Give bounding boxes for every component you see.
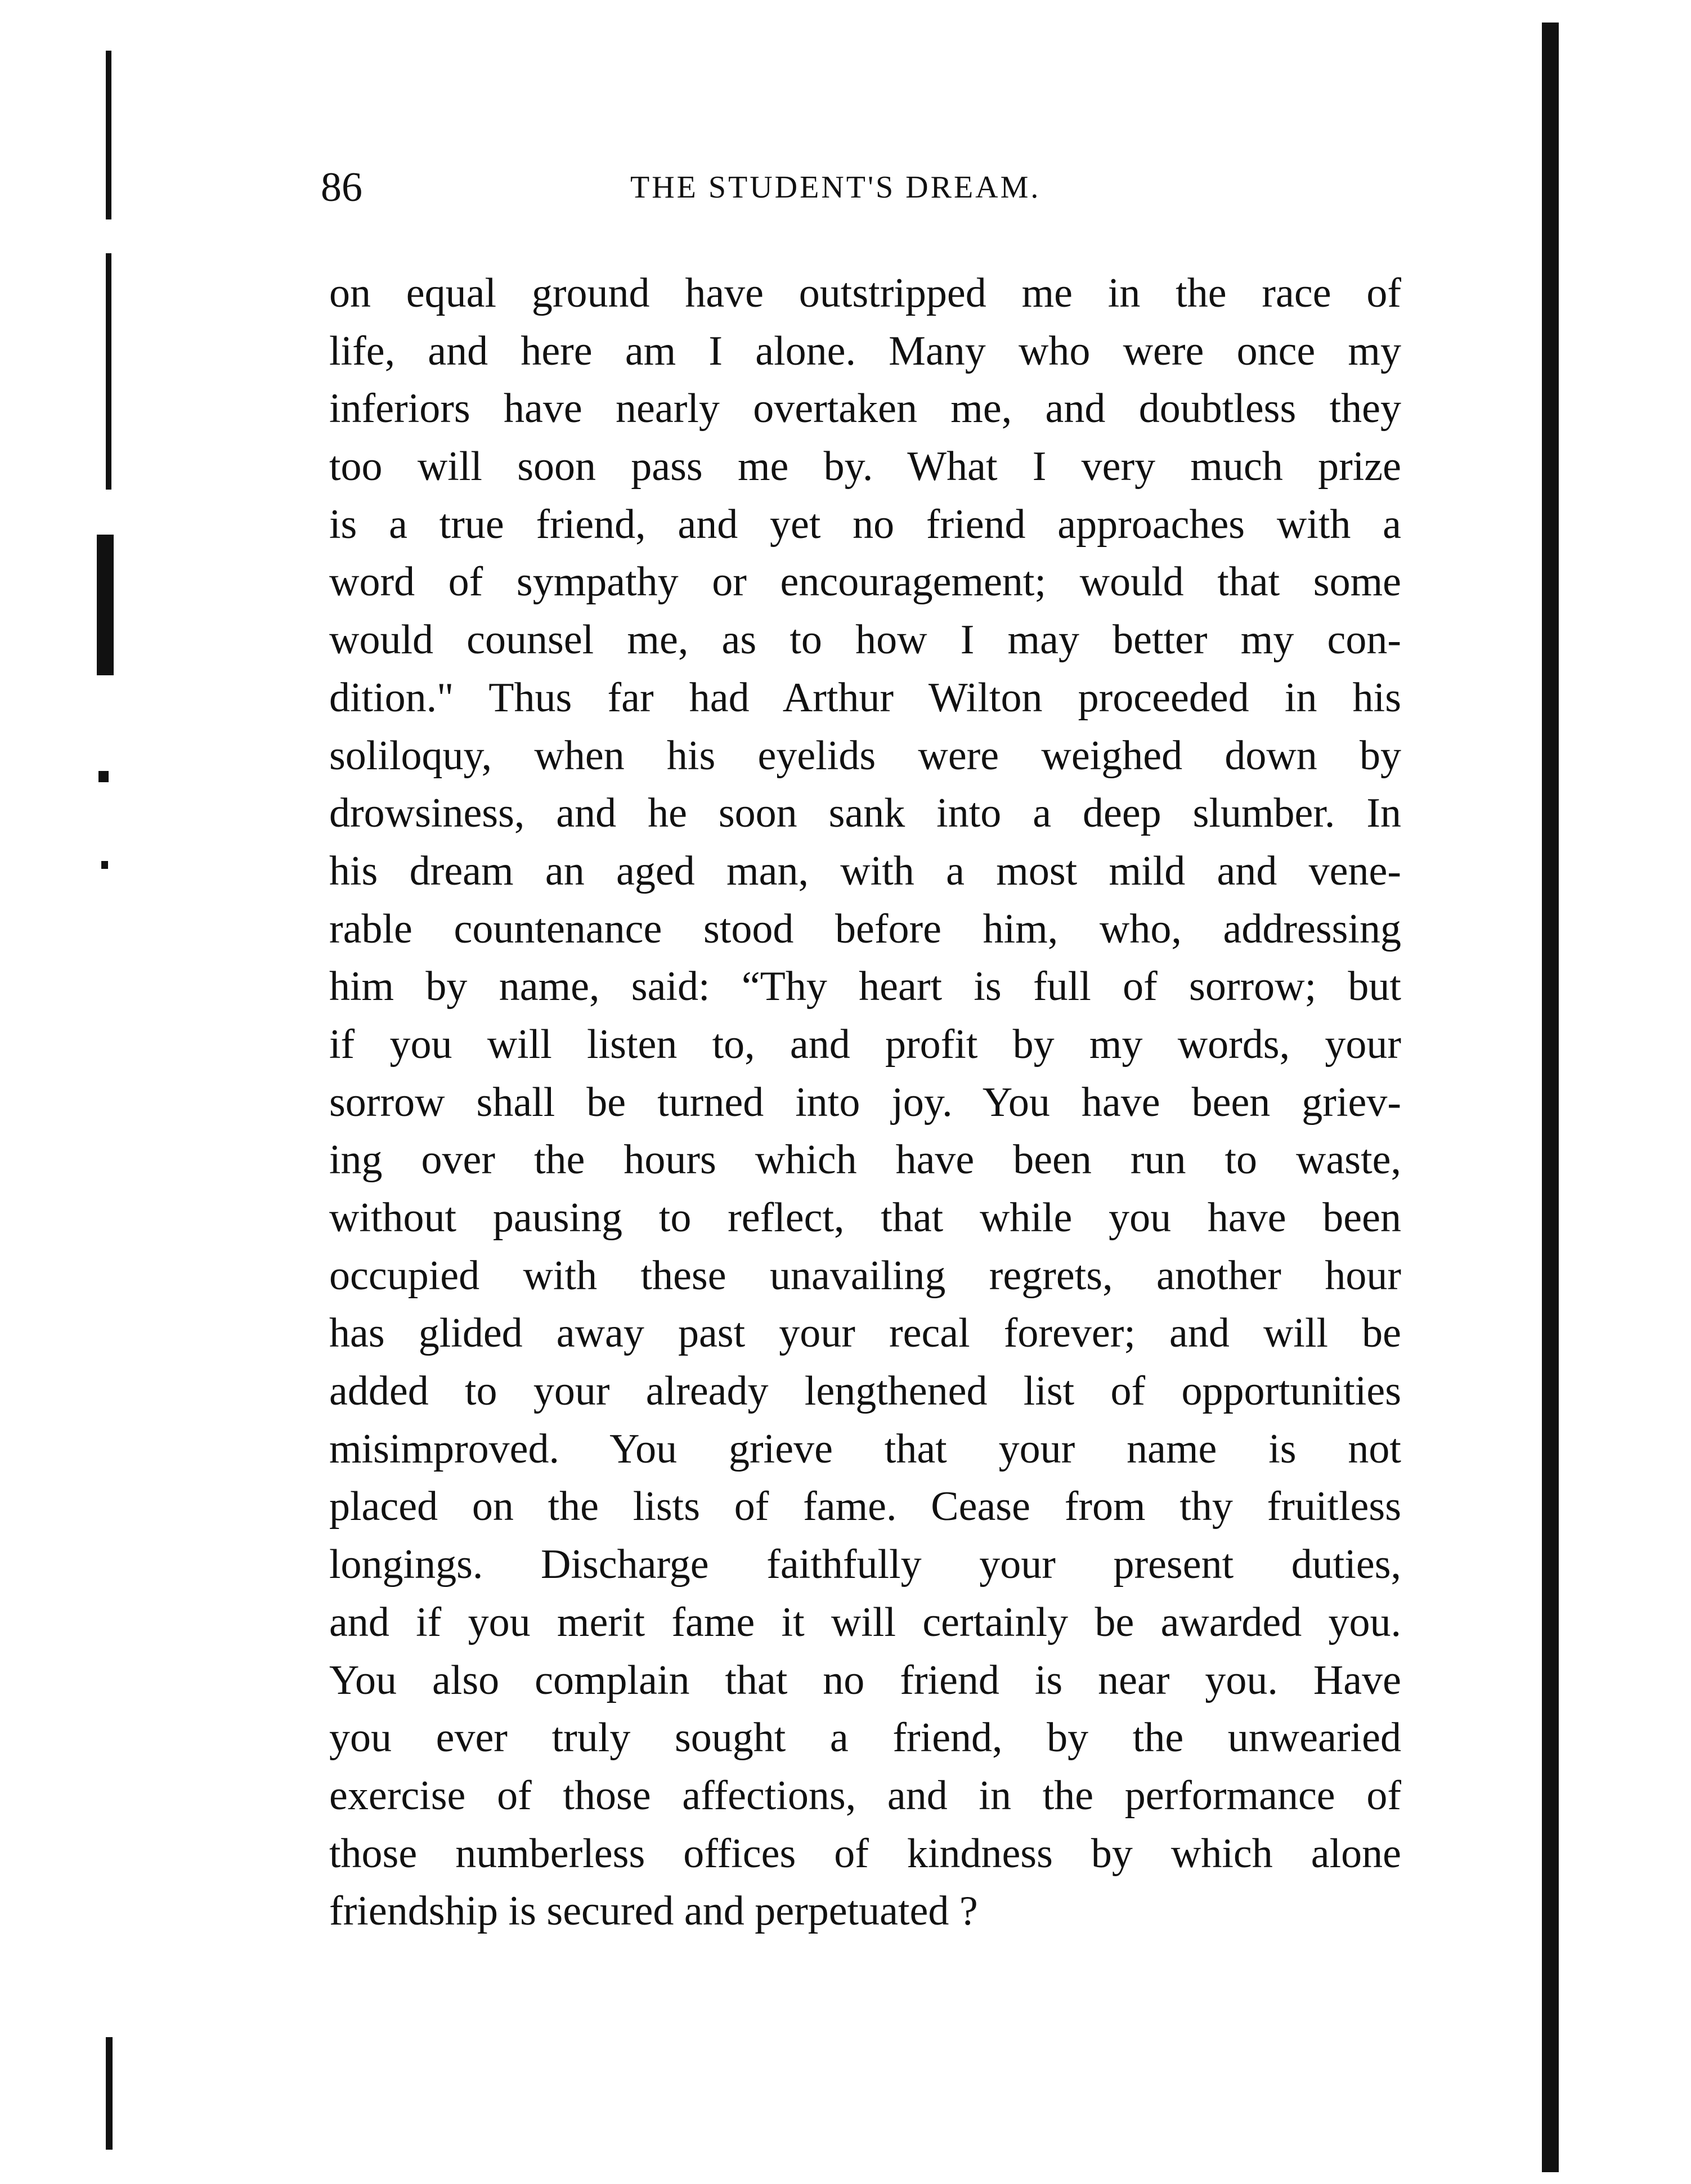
body-text	[329, 264, 1401, 1940]
text-line: sorrow shall be turned into joy. You have been griev-	[329, 1079, 1401, 1125]
text-line: ing over the hours which have been run to waste,	[329, 1137, 1401, 1183]
text-line: if you will listen to, and profit by my words, your	[329, 1021, 1401, 1068]
text-line: those numberless offices of kindness by which alone	[329, 1830, 1401, 1877]
text-line: without pausing to reflect, that while you have been	[329, 1195, 1401, 1241]
running-head	[321, 156, 1379, 218]
text-line: drowsiness, and he soon sank into a deep slumber. In	[329, 790, 1401, 837]
page-number: 86	[321, 164, 362, 210]
text-line: would counsel me, as to how I may better my con-	[329, 617, 1401, 663]
text-line: placed on the lists of fame. Cease from thy fruitless	[329, 1483, 1401, 1530]
text-line: his dream an aged man, with a most mild and vene-	[329, 847, 1401, 894]
text-line: rable countenance stood before him, who, addressing	[329, 905, 1401, 952]
text-line: friendship is secured and perpetuated ?	[329, 1888, 978, 1935]
text-line: inferiors have nearly overtaken me, and doubtless they	[329, 385, 1401, 432]
scan-edge-mark	[97, 535, 114, 675]
text-line: is a true friend, and yet no friend approaches with a	[329, 501, 1401, 548]
running-title: THE STUDENT'S DREAM.	[630, 170, 1041, 205]
text-line: him by name, said: “Thy heart is full of sorrow; but	[329, 963, 1401, 1010]
text-line: you ever truly sought a friend, by the unwearied	[329, 1715, 1401, 1761]
text-line: You also complain that no friend is near you. Have	[329, 1657, 1401, 1703]
text-line: and if you merit fame it will certainly be awarded you.	[329, 1599, 1401, 1645]
text-line: dition." Thus far had Arthur Wilton proceeded in his	[329, 674, 1401, 721]
text-line: soliloquy, when his eyelids were weighed down by	[329, 732, 1401, 779]
text-line: exercise of those affections, and in the performance of	[329, 1772, 1401, 1819]
text-line: longings. Discharge faithfully your present duties,	[329, 1541, 1401, 1588]
text-line: misimproved. You grieve that your name is not	[329, 1425, 1401, 1472]
scan-speck	[101, 861, 108, 869]
text-line: life, and here am I alone. Many who were once my	[329, 328, 1401, 374]
text-line: added to your already lengthened list of opportunities	[329, 1368, 1401, 1415]
scan-edge-mark	[106, 51, 111, 219]
scan-edge-mark	[1542, 23, 1559, 2172]
text-line: has glided away past your recal forever; and will be	[329, 1310, 1401, 1357]
scan-edge-mark	[106, 2037, 113, 2150]
text-line: occupied with these unavailing regrets, another hour	[329, 1252, 1401, 1299]
scan-speck	[98, 771, 109, 782]
text-line: on equal ground have outstripped me in the race of	[329, 270, 1401, 316]
text-line: too will soon pass me by. What I very much prize	[329, 443, 1401, 490]
scan-edge-mark	[106, 253, 111, 490]
text-line: word of sympathy or encouragement; would that some	[329, 559, 1401, 606]
